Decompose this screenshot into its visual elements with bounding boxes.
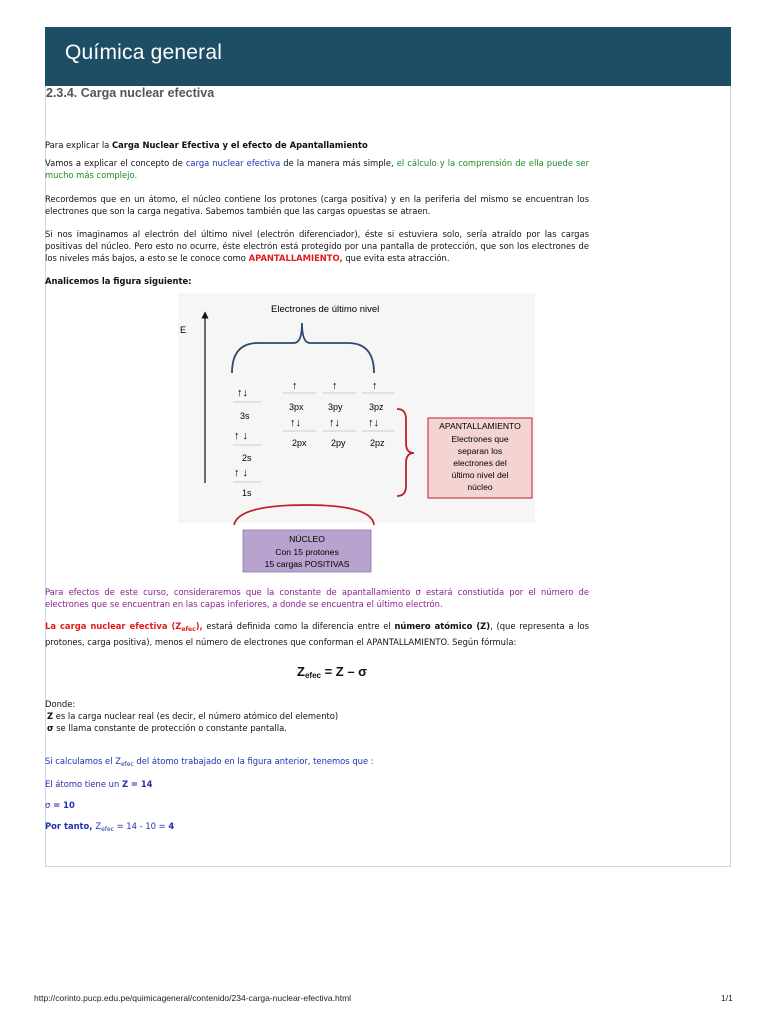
nucleus-box: [243, 530, 371, 572]
paragraph-5: [45, 620, 589, 648]
calc-line: [45, 755, 589, 771]
sigma-line: [45, 799, 589, 811]
footer-url[interactable]: http://corinto.pucp.edu.pe/quimicageneral/contenido/234-carga-nuclear-efectiva.html: [34, 993, 352, 1003]
orbital-diagram: [178, 293, 535, 575]
footer-page-number: 1/1: [721, 993, 733, 1003]
orbital-3s-label: 3s: [240, 411, 250, 421]
orbital-2py-label: 2py: [331, 438, 346, 448]
svg-text:↑ ↓: ↑ ↓: [234, 430, 249, 442]
donde-z-symbol: Z: [47, 711, 54, 721]
section-title: 2.3.4. Carga nuclear efectiva: [46, 86, 215, 100]
shielding-line-2: separan los: [457, 446, 503, 456]
formula: [297, 664, 367, 680]
calc-text: Si calculamos el Z: [45, 756, 121, 766]
p1-link-text[interactable]: carga nuclear efectiva: [185, 158, 281, 168]
p5-post-text: , (que representa a los protones, carga positiva), menos el número de electrones que conforman el APANTALLAMIENTO. Según fórmula:: [45, 621, 590, 648]
orbital-2s-label: 2s: [242, 453, 252, 463]
nucleus-line-1: Con 15 protones: [275, 547, 339, 557]
calc-post-text: del átomo trabajado en la figura anterior, tenemos que :: [133, 756, 374, 766]
shielding-title: APANTALLAMIENTO: [439, 421, 521, 431]
sigma-symbol: σ: [45, 800, 51, 810]
p5-red-close: ),: [195, 621, 203, 631]
donde-sigma-text: se llama constante de protección o constante pantalla.: [53, 723, 287, 733]
paragraph-4: Para efectos de este curso, consideraremos que la constante de apantallamiento σ estará constiutida por el número de electrones que se encuentran en las capas inferiores, a donde se encuentra el último electrón.: [45, 587, 589, 610]
p3-red-text: APANTALLAMIENTO,: [248, 253, 343, 264]
shielding-line-5: núcleo: [467, 482, 493, 492]
formula-sub: efec: [304, 671, 321, 680]
result-value: 4: [168, 821, 175, 831]
shielding-line-1: Electrones que: [451, 434, 509, 444]
calc-sub: efec: [120, 761, 134, 768]
formula-z: Z: [297, 664, 305, 679]
p5-red-text: La carga nuclear efectiva (Z: [45, 621, 182, 631]
p5-red-sub: efec: [181, 626, 196, 633]
intro-paragraph: [45, 139, 589, 151]
energy-axis-label: E: [180, 325, 187, 335]
orbital-3pz-label: 3pz: [369, 402, 384, 412]
svg-text:↑↓: ↑↓: [368, 417, 379, 429]
shielding-box: [428, 418, 532, 498]
atom-text: El átomo tiene un: [45, 779, 122, 789]
svg-text:↑↓: ↑↓: [329, 417, 340, 429]
orbital-3py-label: 3py: [328, 402, 343, 412]
p1-text: Vamos a explicar el concepto de: [45, 158, 186, 168]
intro-text: Para explicar la: [45, 140, 112, 150]
intro-bold-text: Carga Nuclear Efectiva y el efecto de Apantallamiento: [111, 140, 368, 150]
orbital-2pz-label: 2pz: [370, 438, 385, 448]
p1-green-text: el cálculo y la comprensión de ella puede ser mucho más complejo.: [45, 158, 590, 181]
site-header: [45, 27, 731, 86]
shielding-line-4: último nivel del: [451, 470, 509, 480]
atom-line: [45, 778, 589, 790]
p3-text: Si nos imaginamos al electrón del último nivel (electrón diferenciador), éste si estuviera solo, sería atraído por las cargas positivas del núcleo. Pero esto no ocurre, éste electrón está protegido por una pantalla de protección, que son los electrones de los niveles más bajos, a esto se le conoce como: [45, 229, 589, 264]
paragraph-1: [45, 157, 589, 181]
shielding-line-3: electrones del: [453, 458, 507, 468]
p3-post-text: que evita esta atracción.: [342, 253, 450, 264]
donde-sigma-symbol: σ: [47, 723, 54, 733]
top-label: Electrones de último nivel: [271, 304, 380, 315]
svg-text:↑: ↑: [292, 380, 298, 392]
svg-text:↑↓: ↑↓: [290, 417, 301, 429]
orbital-2px-label: 2px: [292, 438, 307, 448]
orbital-1s-label: 1s: [242, 488, 252, 498]
donde-label: Donde:: [45, 699, 76, 709]
formula-rest: = Z – σ: [320, 664, 368, 679]
svg-text:↑↓: ↑↓: [237, 387, 248, 399]
result-eq: = 14 - 10 =: [113, 821, 169, 831]
svg-text:↑: ↑: [372, 380, 378, 392]
nucleus-line-2: 15 cargas POSITIVAS: [264, 559, 350, 569]
result-text: Por tanto,: [45, 821, 96, 831]
svg-text:↑ ↓: ↑ ↓: [234, 467, 249, 479]
svg-text:↑: ↑: [332, 380, 338, 392]
result-sub: efec: [101, 826, 114, 833]
sigma-value: = 10: [50, 800, 75, 810]
atom-bold-text: Z = 14: [121, 779, 153, 789]
paragraph-2: Recordemos que en un átomo, el núcleo contiene los protones (carga positiva) y en la periferia del mismo se encuentran los electrones que son la carga negativa. Sabemos también que las cargas opuestas se atraen.: [45, 194, 589, 217]
donde-sigma-line: [47, 722, 591, 734]
paragraph-3: [45, 228, 589, 265]
nucleus-title: NÚCLEO: [289, 534, 325, 544]
result-z: Z: [95, 821, 102, 831]
p5-mid-text: estará definida como la diferencia entre el: [202, 621, 395, 631]
result-line: [45, 820, 589, 836]
site-title[interactable]: Química general: [65, 41, 223, 64]
p1-mid-text: de la manera más simple,: [280, 158, 397, 168]
orbital-3px-label: 3px: [289, 402, 304, 412]
p5-bold-text: número atómico (Z): [394, 621, 491, 631]
donde-z-text: es la carga nuclear real (es decir, el número atómico del elemento): [53, 711, 339, 721]
donde-z-line: [47, 710, 591, 722]
analyze-heading: Analicemos la figura siguiente:: [45, 276, 192, 286]
